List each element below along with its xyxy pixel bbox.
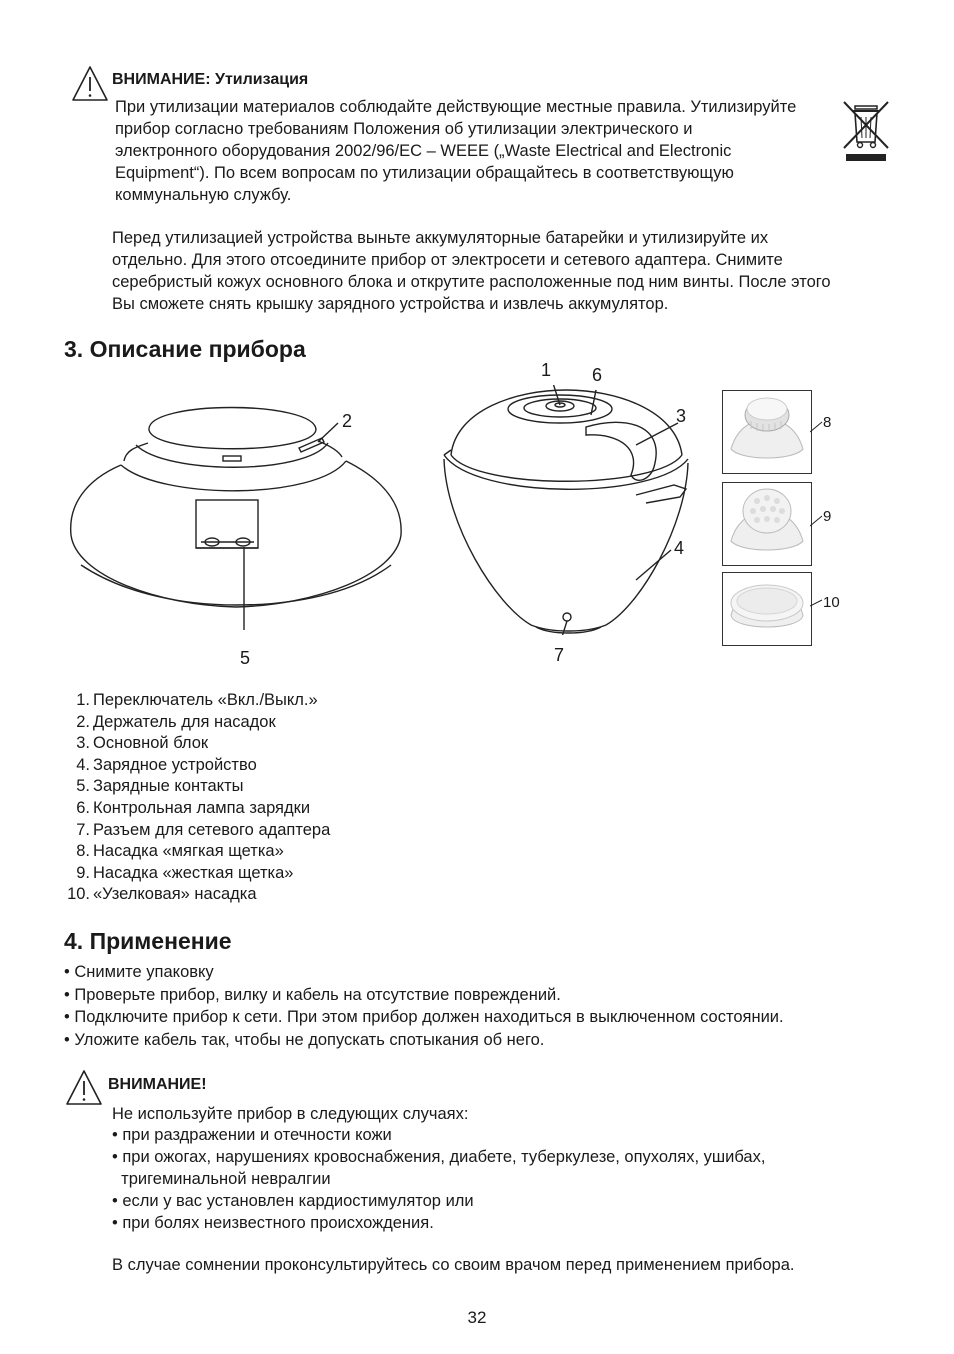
list-item: 9. Насадка «жесткая щетка» [76, 863, 294, 882]
soft-brush-icon [723, 391, 811, 473]
list-item: 1. Переключатель «Вкл./Выкл.» [76, 691, 318, 709]
section-title-description: 3. Описание прибора [64, 336, 306, 362]
crossed-out-bin-icon [840, 98, 892, 164]
list-item: • Уложите кабель так, чтобы не допускать спотыкания об него. [64, 1030, 545, 1049]
list-item: • если у вас установлен кардиостимулятор или [112, 1192, 474, 1210]
list-item: 8. Насадка «мягкая щетка» [76, 842, 284, 861]
charging-base-illustration [66, 395, 406, 630]
disposal-paragraph: При утилизации материалов соблюдайте действующие местные правила. Утилизируйте прибор согласно требованиям Положения об утилизации электрического и электронного оборудования 2002/96/ЕС – WEEE („Waste Electrical and Electronic Equipment“). По всем вопросам по утилизации обращайтесь в соответствующую коммунальную службу. [115, 98, 797, 204]
section-title-usage: 4. Применение [64, 928, 232, 954]
nozzle-hard-brush [722, 482, 812, 566]
warning-title: ВНИМАНИЕ! [108, 1076, 207, 1093]
main-unit-illustration [436, 385, 696, 635]
parts-list [60, 690, 330, 906]
nozzle-nodule [722, 572, 812, 646]
battery-removal-paragraph: Перед утилизацией устройства выньте аккумуляторные батарейки и утилизируйте их отдельно. Для этого отсоедините прибор от электросети и сетевого адаптера. Снимите серебристый кожух основного блока и открутите расположенные под ним винты. После этого Вы сможете снять крышку зарядного устройства и извлечь аккумулятор. [112, 229, 831, 313]
label-5: 5 [240, 648, 251, 668]
list-item: 7. Разъем для сетевого адаптера [76, 820, 331, 839]
list-item: • Проверьте прибор, вилку и кабель на отсутствие повреждений. [64, 985, 561, 1004]
label-4: 4 [674, 538, 685, 558]
label-8: 8 [823, 414, 832, 431]
warning-triangle-icon [64, 1068, 104, 1108]
contraindications-list [112, 1124, 765, 1234]
list-item: 2. Держатель для насадок [76, 712, 276, 731]
list-item: тригеминальной невралгии [112, 1170, 331, 1188]
page-number: 32 [467, 1308, 487, 1327]
label-7: 7 [554, 645, 565, 665]
list-item: • при болях неизвестного происхождения. [112, 1214, 434, 1232]
label-10: 10 [823, 594, 840, 611]
label-3: 3 [676, 406, 687, 426]
contraindications-intro: Не используйте прибор в следующих случаях: [112, 1105, 469, 1123]
nodule-nozzle-icon [723, 573, 811, 645]
consult-doctor-note: В случае сомнении проконсультируйтесь со своим врачом перед применением прибора. [112, 1256, 795, 1274]
list-item: 4. Зарядное устройство [76, 755, 257, 774]
label-2: 2 [342, 411, 353, 431]
list-item: • при ожогах, нарушениях кровоснабжения, диабете, туберкулезе, опухолях, ушибах, [112, 1148, 766, 1166]
list-item: 5. Зарядные контакты [76, 777, 244, 796]
list-item: 6. Контрольная лампа зарядки [76, 798, 311, 817]
hard-brush-icon [723, 483, 811, 565]
warning-triangle-icon [70, 64, 110, 104]
label-9: 9 [823, 508, 832, 525]
list-item: • при раздражении и отечности кожи [112, 1126, 392, 1144]
nozzle-soft-brush [722, 390, 812, 474]
label-6: 6 [592, 365, 603, 385]
usage-bullets [64, 961, 784, 1051]
list-item: • Снимите упаковку [64, 963, 214, 981]
list-item: 10. «Узелковая» насадка [67, 885, 257, 904]
warning-title: ВНИМАНИЕ: Утилизация [112, 71, 309, 88]
label-1: 1 [541, 360, 552, 380]
list-item: 3. Основной блок [76, 734, 209, 753]
list-item: • Подключите прибор к сети. При этом прибор должен находиться в выключенном состоянии. [64, 1008, 784, 1026]
